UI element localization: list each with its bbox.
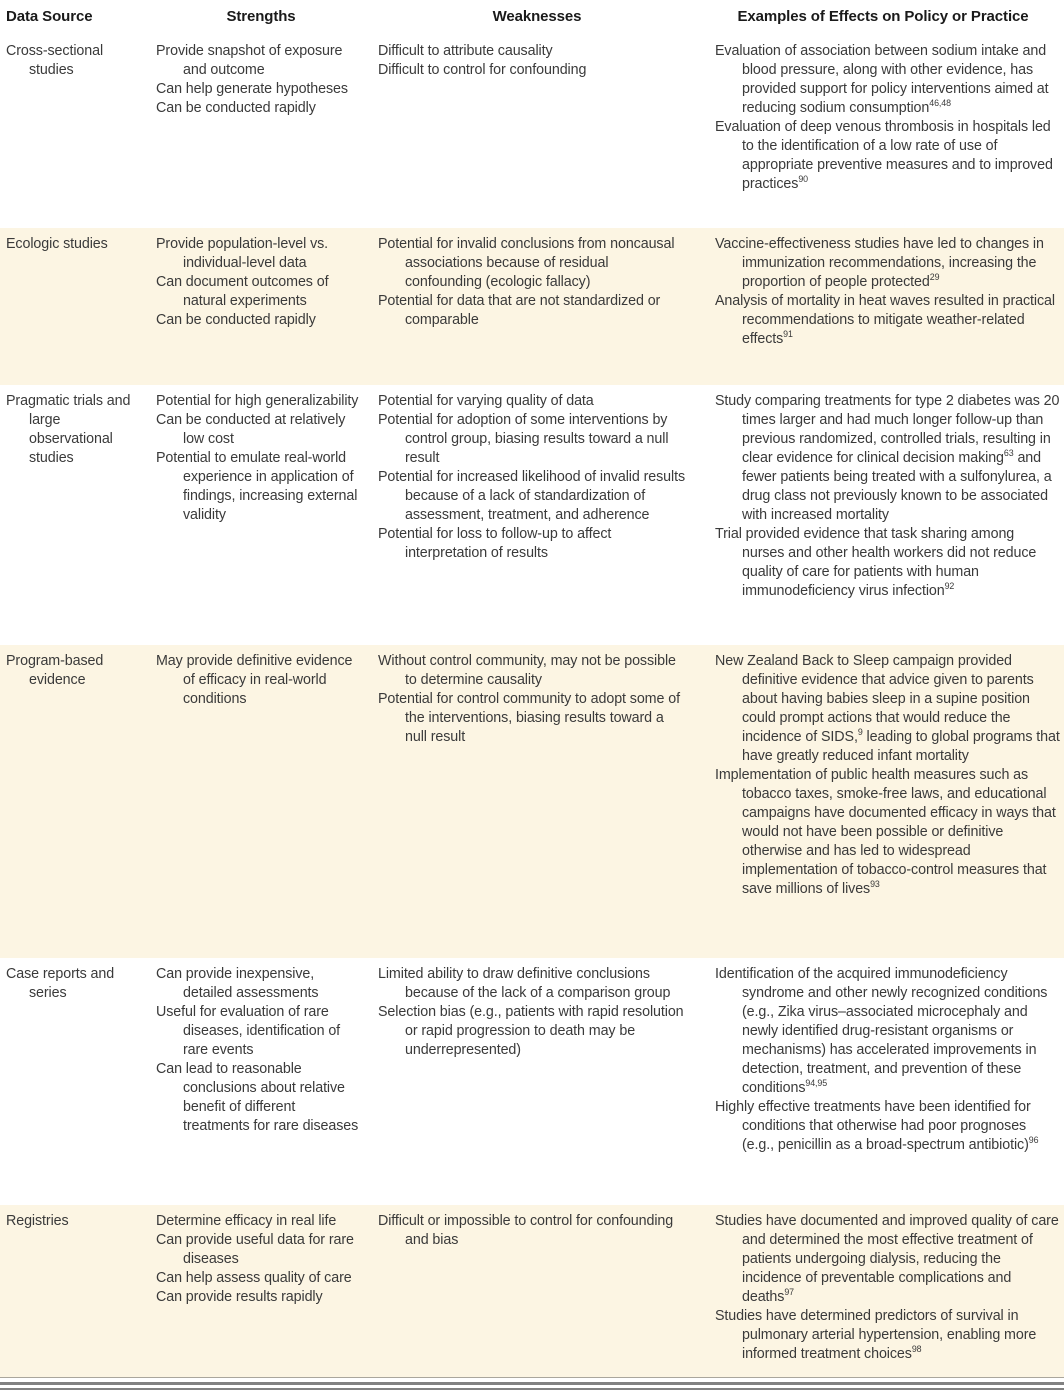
cell-paragraph: Difficult to attribute causality [378, 43, 553, 59]
cell-paragraph: Can provide inexpensive, detailed assessments [156, 966, 319, 1001]
cell-paragraph: Determine efficacy in real life [156, 1213, 337, 1229]
header-weaknesses: Weaknesses [492, 8, 582, 25]
cell-paragraph: Can document outcomes of natural experiments [156, 274, 329, 309]
cell-paragraph: Implementation of public health measures such as tobacco taxes, smoke-free laws, and educational campaigns have documented efficacy in ways that would not have been possible or definitive otherwise and has led to widespread implementation of tobacco-control measures that save millions of lives$^{93}$ [715, 767, 1056, 897]
strengths-cell [150, 958, 372, 1205]
strengths-cell [150, 1205, 372, 1377]
weaknesses-cell [372, 385, 702, 645]
cell-paragraph: Useful for evaluation of rare diseases, identification of rare events [156, 1004, 341, 1058]
table-header-row [0, 0, 1064, 35]
data-source-cell [0, 645, 150, 958]
cell-paragraph: Ecologic studies [6, 236, 108, 252]
table-body [0, 35, 1064, 1377]
data-source-cell [0, 228, 150, 385]
cell-paragraph: Limited ability to draw definitive conclusions because of the lack of a comparison group [378, 966, 671, 1001]
cell-paragraph: New Zealand Back to Sleep campaign provided definitive evidence that advice given to parents about having babies sleep in a supine position could prompt actions that would reduce the incidence of SIDS,$^9$ leading to global programs that have greatly reduced infant mortality [715, 653, 1060, 764]
table-bottom-thin-rule [0, 1377, 1064, 1378]
examples-cell [702, 385, 1064, 645]
cell-paragraph: Can help assess quality of care [156, 1270, 352, 1286]
cell-paragraph: Can lead to reasonable conclusions about relative benefit of different treatments for rare diseases [156, 1061, 359, 1134]
cell-paragraph: Potential to emulate real-world experience in application of findings, increasing external validity [156, 450, 358, 523]
examples-cell [702, 35, 1064, 228]
cell-paragraph: Potential for varying quality of data [378, 393, 594, 409]
cell-paragraph: Selection bias (e.g., patients with rapid resolution or rapid progression to death may be underrepresented) [378, 1004, 684, 1058]
cell-paragraph: May provide definitive evidence of efficacy in real-world conditions [156, 653, 353, 707]
weaknesses-cell [372, 228, 702, 385]
data-source-cell [0, 958, 150, 1205]
cell-paragraph: Potential for adoption of some interventions by control group, biasing results toward a null result [378, 412, 669, 466]
table-row [0, 35, 1064, 228]
cell-paragraph: Without control community, may not be possible to determine causality [378, 653, 676, 688]
weaknesses-cell [372, 35, 702, 228]
weaknesses-cell [372, 958, 702, 1205]
cell-paragraph: Studies have determined predictors of survival in pulmonary arterial hypertension, enabling more informed treatment choices$^{98}$ [715, 1308, 1037, 1362]
cell-paragraph: Study comparing treatments for type 2 diabetes was 20 times larger and had much longer follow-up than previous randomized, controlled trials, resulting in clear evidence for clinical decision making$^{63}$ and fewer patients being treated with a sulfonylurea, a drug class not previously known to be associated with increased mortality [715, 393, 1060, 523]
table-row [0, 228, 1064, 385]
cell-paragraph: Studies have documented and improved quality of care and determined the most effective treatment of patients undergoing dialysis, reducing the incidence of preventable complications and deaths$^{97}$ [715, 1213, 1059, 1305]
cell-paragraph: Trial provided evidence that task sharing among nurses and other health workers did not reduce quality of care for patients with human immunodeficiency virus infection$^{92}$ [715, 526, 1037, 599]
cell-paragraph: Identification of the acquired immunodeficiency syndrome and other newly recognized conditions (e.g., Zika virus–associated microcephaly and newly identified drug-resistant organisms or mechanisms) has accelerated improvements in detection, treatment, and prevention of these conditions$^{94,95}$ [715, 966, 1048, 1096]
cell-paragraph: Can be conducted at relatively low cost [156, 412, 346, 447]
cell-paragraph: Pragmatic trials and large observational studies [6, 393, 131, 466]
examples-cell [702, 645, 1064, 958]
data-source-cell [0, 385, 150, 645]
strengths-cell [150, 35, 372, 228]
data-source-cell [0, 1205, 150, 1377]
cell-paragraph: Registries [6, 1213, 69, 1229]
table-bottom-double-rule [0, 1382, 1064, 1390]
examples-cell [702, 958, 1064, 1205]
cell-paragraph: Can provide results rapidly [156, 1289, 323, 1305]
cell-paragraph: Can help generate hypotheses [156, 81, 348, 97]
header-examples: Examples of Effects on Policy or Practice [737, 8, 1029, 25]
cell-paragraph: Evaluation of deep venous thrombosis in hospitals led to the identification of a low rate of use of appropriate preventive measures and to improved practices$^{90}$ [715, 119, 1053, 192]
cell-paragraph: Highly effective treatments have been identified for conditions that otherwise had poor prognoses (e.g., penicillin as a broad-spectrum antibiotic)$^{96}$ [715, 1099, 1039, 1153]
table-row [0, 385, 1064, 645]
cell-paragraph: Potential for invalid conclusions from noncausal associations because of residual confounding (ecologic fallacy) [378, 236, 675, 290]
strengths-cell [150, 228, 372, 385]
cell-paragraph: Cross-sectional studies [6, 43, 104, 78]
cell-paragraph: Potential for loss to follow-up to affect interpretation of results [378, 526, 612, 561]
table-row [0, 1205, 1064, 1377]
cell-paragraph: Case reports and series [6, 966, 115, 1001]
strengths-cell [150, 645, 372, 958]
cell-paragraph: Can be conducted rapidly [156, 312, 316, 328]
cell-paragraph: Potential for control community to adopt some of the interventions, biasing results toward a null result [378, 691, 680, 745]
examples-cell [702, 1205, 1064, 1377]
weaknesses-cell [372, 645, 702, 958]
header-data-source: Data Source [6, 8, 93, 25]
cell-paragraph: Evaluation of association between sodium intake and blood pressure, along with other evidence, has provided support for policy interventions aimed at reducing sodium consumption$^{46,48}$ [715, 43, 1049, 116]
header-strengths: Strengths [226, 8, 296, 25]
data-source-cell [0, 35, 150, 228]
strengths-cell [150, 385, 372, 645]
cell-paragraph: Difficult to control for confounding [378, 62, 587, 78]
cell-paragraph: Analysis of mortality in heat waves resulted in practical recommendations to mitigate weather-related effects$^{91}$ [715, 293, 1055, 347]
table-row [0, 958, 1064, 1205]
cell-paragraph: Potential for data that are not standardized or comparable [378, 293, 661, 328]
cell-paragraph: Program-based evidence [6, 653, 104, 688]
table-row [0, 645, 1064, 958]
weaknesses-cell [372, 1205, 702, 1377]
cell-paragraph: Provide snapshot of exposure and outcome [156, 43, 343, 78]
cell-paragraph: Difficult or impossible to control for confounding and bias [378, 1213, 674, 1248]
cell-paragraph: Vaccine-effectiveness studies have led to changes in immunization recommendations, increasing the proportion of people protected$^{29}$ [715, 236, 1044, 290]
cell-paragraph: Provide population-level vs. individual-level data [156, 236, 329, 271]
cell-paragraph: Can be conducted rapidly [156, 100, 316, 116]
cell-paragraph: Can provide useful data for rare diseases [156, 1232, 354, 1267]
cell-paragraph: Potential for high generalizability [156, 393, 359, 409]
cell-paragraph: Potential for increased likelihood of invalid results because of a lack of standardization of assessment, treatment, and adherence [378, 469, 686, 523]
examples-cell [702, 228, 1064, 385]
